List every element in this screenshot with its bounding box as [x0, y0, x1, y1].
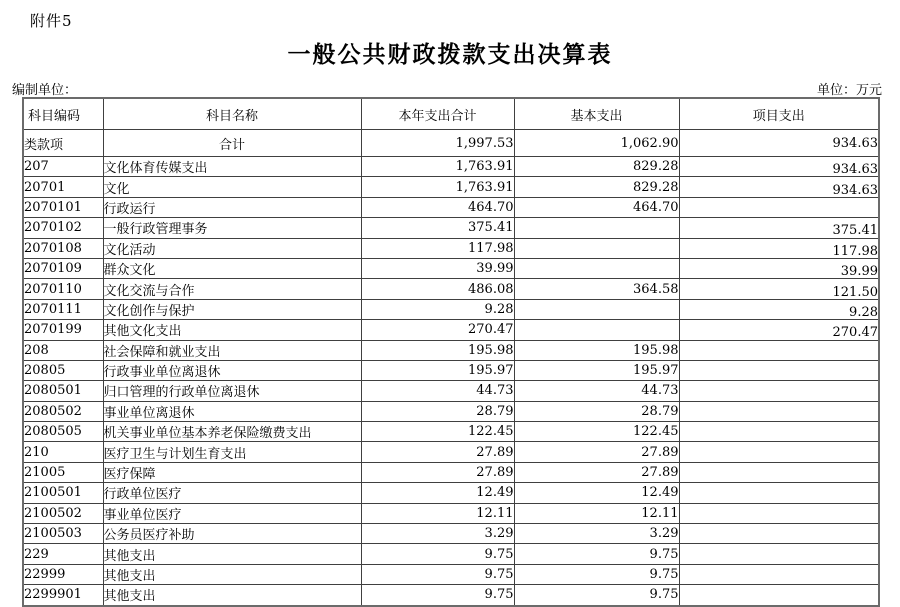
code-value: 229 — [24, 546, 49, 562]
project-cell — [679, 299, 879, 319]
basic-cell — [514, 381, 679, 401]
project-value: 934.63 — [832, 162, 878, 177]
total-value: 28.79 — [476, 403, 514, 419]
total-value: 12.49 — [476, 485, 514, 501]
table-row — [23, 238, 879, 258]
code-value: 类款项 — [24, 137, 64, 153]
name-value: 归口管理的行政单位离退休 — [103, 385, 260, 401]
name-value: 文化 — [103, 181, 130, 197]
basic-cell — [514, 299, 679, 319]
table-row — [23, 462, 879, 482]
table-row — [23, 503, 879, 523]
basic-cell — [514, 401, 679, 421]
total-value: 195.98 — [468, 342, 514, 358]
name-value: 事业单位医疗 — [103, 507, 182, 523]
basic-value: 27.89 — [641, 444, 679, 460]
project-value: 9.28 — [849, 304, 878, 320]
code-value: 21005 — [24, 465, 66, 481]
project-cell — [679, 279, 879, 299]
total-value: 195.97 — [468, 363, 514, 379]
total-cell — [361, 340, 514, 360]
code-cell — [23, 279, 103, 299]
basic-value: 122.45 — [633, 424, 679, 440]
basic-cell — [514, 544, 679, 564]
name-cell — [103, 177, 361, 197]
total-value: 9.75 — [484, 567, 514, 582]
project-cell — [679, 238, 879, 258]
total-cell — [361, 360, 514, 380]
basic-cell — [514, 279, 679, 299]
project-cell — [679, 177, 879, 197]
name-value: 群众文化 — [103, 263, 156, 279]
total-value: 1,997.53 — [455, 135, 514, 151]
name-value: 行政运行 — [103, 201, 156, 217]
code-value: 20701 — [24, 179, 66, 195]
basic-value: 12.49 — [641, 485, 679, 501]
project-value: 117.98 — [832, 243, 878, 259]
project-cell — [679, 483, 879, 503]
name-cell — [103, 401, 361, 421]
basic-value: 364.58 — [633, 281, 679, 297]
project-cell — [679, 564, 879, 584]
total-cell — [361, 130, 514, 157]
project-cell — [679, 130, 879, 157]
code-cell — [23, 197, 103, 217]
table-row — [23, 585, 879, 606]
table-row — [23, 157, 879, 177]
table-row — [23, 218, 879, 238]
basic-cell — [514, 462, 679, 482]
col-header-total: 本年支出合计 — [361, 98, 514, 130]
total-value: 9.28 — [484, 301, 514, 317]
project-value: 375.41 — [832, 223, 878, 239]
name-value: 其他支出 — [103, 548, 156, 564]
total-cell — [361, 544, 514, 564]
table-row — [23, 299, 879, 319]
table-row — [23, 422, 879, 442]
name-cell — [103, 442, 361, 462]
basic-value: 195.98 — [633, 342, 679, 358]
code-cell — [23, 238, 103, 258]
name-value: 事业单位离退休 — [103, 405, 195, 421]
name-cell — [103, 218, 361, 238]
basic-cell — [514, 442, 679, 462]
name-value: 机关事业单位基本养老保险缴费支出 — [103, 426, 312, 442]
project-value: 39.99 — [840, 264, 878, 279]
table-row — [23, 320, 879, 340]
code-value: 210 — [24, 444, 49, 460]
project-cell — [679, 157, 879, 177]
code-value: 2100501 — [24, 485, 82, 501]
compiling-unit-label: 编制单位： — [12, 83, 78, 98]
code-cell — [23, 442, 103, 462]
basic-cell — [514, 197, 679, 217]
basic-value: 9.75 — [649, 567, 679, 582]
name-value: 文化创作与保护 — [103, 303, 195, 319]
name-value: 行政单位医疗 — [103, 487, 182, 503]
basic-cell — [514, 218, 679, 238]
project-cell — [679, 258, 879, 278]
basic-cell — [514, 177, 679, 197]
code-cell — [23, 462, 103, 482]
total-cell — [361, 238, 514, 258]
total-cell — [361, 197, 514, 217]
total-row — [23, 130, 879, 157]
table-row — [23, 564, 879, 584]
code-cell — [23, 564, 103, 584]
name-cell — [103, 197, 361, 217]
col-header-name: 科目名称 — [103, 98, 361, 130]
name-value: 文化交流与合作 — [103, 283, 195, 299]
name-value: 其他支出 — [103, 589, 156, 605]
name-cell — [103, 462, 361, 482]
code-cell — [23, 503, 103, 523]
table-row — [23, 197, 879, 217]
total-cell — [361, 524, 514, 544]
code-cell — [23, 524, 103, 544]
code-value: 2070111 — [24, 301, 82, 317]
basic-value: 3.29 — [649, 526, 679, 542]
total-value: 27.89 — [476, 465, 514, 481]
name-cell — [103, 360, 361, 380]
name-value: 合计 — [218, 137, 245, 153]
basic-cell — [514, 585, 679, 606]
project-value: 270.47 — [832, 325, 878, 341]
basic-cell — [514, 130, 679, 157]
name-cell — [103, 585, 361, 606]
col-header-basic: 基本支出 — [514, 98, 679, 130]
col-header-project: 项目支出 — [679, 98, 879, 130]
table-row — [23, 360, 879, 380]
total-cell — [361, 320, 514, 340]
table-row — [23, 483, 879, 503]
code-value: 2070110 — [24, 281, 82, 297]
name-cell — [103, 381, 361, 401]
table-row — [23, 442, 879, 462]
total-cell — [361, 279, 514, 299]
code-value: 2070199 — [24, 322, 82, 338]
name-value: 其他支出 — [103, 569, 156, 584]
project-cell — [679, 401, 879, 421]
basic-value: 829.28 — [633, 159, 679, 175]
code-value: 2080501 — [24, 383, 82, 399]
total-value: 9.75 — [484, 546, 514, 562]
total-value: 3.29 — [484, 526, 514, 542]
basic-cell — [514, 564, 679, 584]
basic-cell — [514, 360, 679, 380]
basic-value: 9.75 — [649, 546, 679, 562]
code-cell — [23, 483, 103, 503]
project-cell — [679, 360, 879, 380]
project-cell — [679, 218, 879, 238]
project-cell — [679, 585, 879, 606]
table-row — [23, 524, 879, 544]
code-cell — [23, 422, 103, 442]
code-value: 2070108 — [24, 240, 82, 256]
code-value: 2070109 — [24, 261, 82, 277]
total-cell — [361, 503, 514, 523]
code-cell — [23, 585, 103, 606]
name-cell — [103, 564, 361, 584]
code-cell — [23, 340, 103, 360]
code-cell — [23, 130, 103, 157]
project-value: 121.50 — [832, 284, 878, 300]
name-cell — [103, 503, 361, 523]
name-cell — [103, 299, 361, 319]
code-cell — [23, 218, 103, 238]
name-cell — [103, 258, 361, 278]
name-cell — [103, 422, 361, 442]
basic-cell — [514, 503, 679, 523]
basic-value: 27.89 — [641, 465, 679, 481]
name-cell — [103, 279, 361, 299]
project-cell — [679, 197, 879, 217]
basic-value: 9.75 — [649, 587, 679, 603]
basic-cell — [514, 483, 679, 503]
name-value: 医疗卫生与计划生育支出 — [103, 446, 247, 462]
code-value: 2070101 — [24, 199, 82, 215]
total-cell — [361, 483, 514, 503]
name-cell — [103, 340, 361, 360]
basic-cell — [514, 258, 679, 278]
name-cell — [103, 544, 361, 564]
total-cell — [361, 442, 514, 462]
total-cell — [361, 177, 514, 197]
total-value: 27.89 — [476, 444, 514, 460]
basic-cell — [514, 340, 679, 360]
code-cell — [23, 381, 103, 401]
name-value: 一般行政管理事务 — [103, 222, 208, 238]
total-value: 39.99 — [476, 261, 514, 277]
project-value: 934.63 — [832, 182, 878, 198]
project-cell — [679, 320, 879, 340]
basic-cell — [514, 422, 679, 442]
code-cell — [23, 320, 103, 340]
total-cell — [361, 422, 514, 442]
code-cell — [23, 299, 103, 319]
total-value: 1,763.91 — [455, 159, 514, 175]
code-cell — [23, 177, 103, 197]
code-value: 207 — [24, 159, 49, 175]
col-header-code: 科目编码 — [23, 98, 103, 130]
table-row — [23, 279, 879, 299]
project-cell — [679, 381, 879, 401]
code-cell — [23, 401, 103, 421]
table-row — [23, 340, 879, 360]
table-row — [23, 544, 879, 564]
project-cell — [679, 544, 879, 564]
table-row — [23, 177, 879, 197]
code-cell — [23, 157, 103, 177]
code-value: 2100502 — [24, 505, 82, 521]
code-value: 2299901 — [24, 587, 82, 603]
code-value: 208 — [24, 342, 49, 358]
basic-value: 829.28 — [633, 179, 679, 195]
name-value: 公务员医疗补助 — [103, 528, 195, 544]
basic-value: 12.11 — [641, 505, 679, 521]
name-value: 行政事业单位离退休 — [103, 365, 221, 381]
attachment-label: 附件5 — [30, 12, 73, 30]
project-cell — [679, 503, 879, 523]
name-value: 文化活动 — [103, 242, 156, 258]
basic-value: 44.73 — [641, 383, 679, 399]
total-cell — [361, 218, 514, 238]
basic-cell — [514, 238, 679, 258]
basic-value: 1,062.90 — [620, 135, 679, 151]
code-cell — [23, 258, 103, 278]
name-cell — [103, 483, 361, 503]
basic-cell — [514, 157, 679, 177]
basic-value: 28.79 — [641, 403, 679, 419]
code-value: 2100503 — [24, 526, 82, 542]
name-value: 其他文化支出 — [103, 324, 182, 340]
total-value: 464.70 — [468, 199, 514, 215]
project-cell — [679, 442, 879, 462]
total-value: 12.11 — [476, 505, 514, 521]
expenditure-table — [22, 97, 880, 607]
name-cell — [103, 238, 361, 258]
code-value: 2080502 — [24, 403, 82, 419]
total-value: 117.98 — [468, 240, 514, 256]
total-cell — [361, 258, 514, 278]
total-value: 122.45 — [468, 424, 514, 440]
name-value: 社会保障和就业支出 — [103, 344, 221, 360]
total-value: 486.08 — [468, 281, 514, 297]
name-cell — [103, 157, 361, 177]
project-cell — [679, 524, 879, 544]
table-row — [23, 381, 879, 401]
total-cell — [361, 462, 514, 482]
code-value: 20805 — [24, 363, 66, 379]
basic-value: 195.97 — [633, 363, 679, 379]
total-cell — [361, 157, 514, 177]
name-cell — [103, 524, 361, 544]
project-cell — [679, 422, 879, 442]
table-header-row — [23, 98, 879, 130]
project-value: 934.63 — [832, 135, 878, 151]
name-value: 医疗保障 — [103, 467, 156, 483]
total-cell — [361, 381, 514, 401]
basic-value: 464.70 — [633, 199, 679, 215]
unit-label: 单位：万元 — [816, 83, 882, 98]
table-row — [23, 258, 879, 278]
total-value: 1,763.91 — [455, 179, 514, 195]
code-cell — [23, 544, 103, 564]
name-cell — [103, 320, 361, 340]
total-cell — [361, 585, 514, 606]
total-cell — [361, 401, 514, 421]
code-value: 2080505 — [24, 424, 82, 440]
basic-cell — [514, 320, 679, 340]
table-row — [23, 401, 879, 421]
total-cell — [361, 299, 514, 319]
total-value: 375.41 — [468, 220, 514, 236]
name-cell — [103, 130, 361, 157]
total-cell — [361, 564, 514, 584]
name-value: 文化体育传媒支出 — [103, 161, 208, 177]
page-title: 一般公共财政拨款支出决算表 — [287, 42, 613, 68]
basic-cell — [514, 524, 679, 544]
total-value: 44.73 — [476, 383, 514, 399]
project-cell — [679, 462, 879, 482]
code-cell — [23, 360, 103, 380]
total-value: 9.75 — [484, 587, 514, 603]
project-cell — [679, 340, 879, 360]
total-value: 270.47 — [468, 322, 514, 338]
code-value: 2070102 — [24, 220, 82, 236]
code-value: 22999 — [24, 567, 66, 582]
